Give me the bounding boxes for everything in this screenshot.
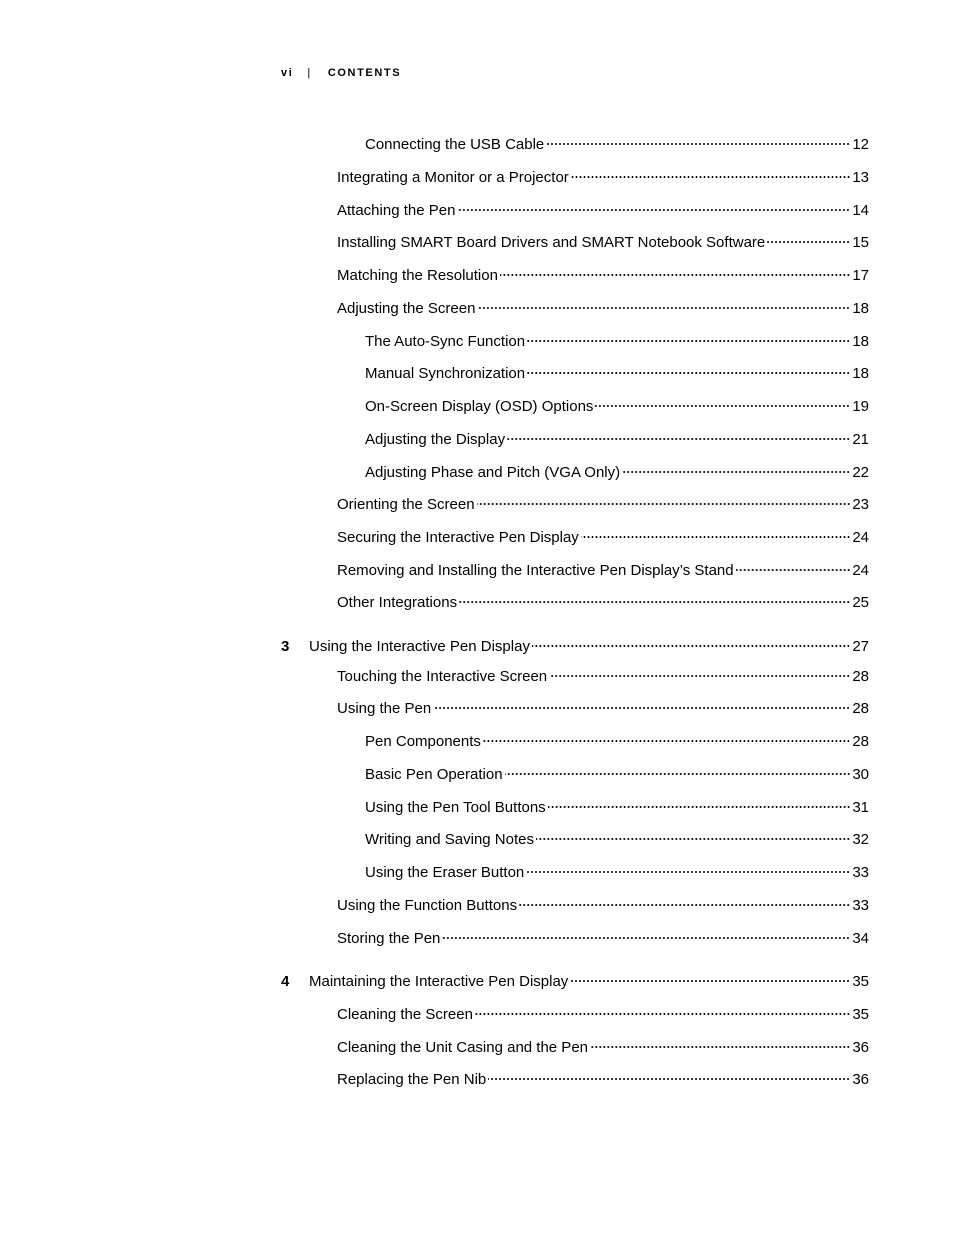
toc-entry-page-number: 15 (852, 234, 869, 251)
toc-entry-page-number: 24 (852, 529, 869, 546)
toc-entry[interactable] (337, 233, 869, 253)
toc-entry-page-number: 28 (852, 668, 869, 685)
toc-entry-page-number: 19 (852, 398, 869, 415)
toc-entry-page-number: 27 (852, 638, 869, 655)
dot-leader (433, 707, 850, 709)
toc-entry-page-number: 36 (852, 1039, 869, 1056)
toc-entry[interactable] (337, 528, 869, 548)
toc-entry[interactable] (337, 1070, 869, 1090)
toc-entry[interactable] (365, 332, 869, 352)
toc-entry[interactable] (337, 266, 869, 286)
toc-entry-page-number: 32 (852, 831, 869, 848)
toc-entry-page-number: 31 (852, 799, 869, 816)
toc-entry-page-number: 30 (852, 766, 869, 783)
toc-entry-page-number: 22 (852, 464, 869, 481)
dot-leader (536, 838, 850, 840)
toc-entry-page-number: 14 (852, 202, 869, 219)
toc-entry-title: Adjusting the Display (365, 431, 506, 448)
dot-leader (457, 209, 850, 211)
toc-entry-title: Using the Pen (337, 700, 432, 717)
toc-entry[interactable] (337, 561, 869, 581)
dot-leader (546, 143, 850, 145)
toc-entry-title: Manual Synchronization (365, 365, 526, 382)
dot-leader (622, 471, 850, 473)
toc-entry-page-number: 35 (852, 973, 869, 990)
toc-entry-title: Integrating a Monitor or a Projector (337, 169, 569, 186)
toc-entry[interactable] (365, 863, 869, 883)
toc-entry-title: Using the Eraser Button (365, 864, 525, 881)
dot-leader (442, 937, 850, 939)
toc-entry-page-number: 18 (852, 300, 869, 317)
toc-entry-title: Orienting the Screen (337, 496, 475, 513)
toc-entry-page-number: 17 (852, 267, 869, 284)
toc-entry-page-number: 34 (852, 930, 869, 947)
toc-entry[interactable] (365, 135, 869, 155)
toc-entry[interactable] (337, 929, 869, 949)
toc-entry[interactable] (337, 168, 869, 188)
header-separator: | (307, 67, 312, 79)
toc-entry-page-number: 25 (852, 594, 869, 611)
toc-entry[interactable] (337, 699, 869, 719)
dot-leader (519, 904, 850, 906)
toc-entry-title: Attaching the Pen (337, 202, 456, 219)
toc-entry-title: Cleaning the Screen (337, 1006, 473, 1023)
toc-entry-page-number: 24 (852, 562, 869, 579)
toc-chapter-entry[interactable] (281, 972, 869, 992)
dot-leader (526, 871, 850, 873)
toc-entry-title: Touching the Interactive Screen (337, 668, 548, 685)
toc-entry-title: Maintaining the Interactive Pen Display (309, 973, 569, 990)
toc-entry-page-number: 33 (852, 864, 869, 881)
toc-entry[interactable] (365, 430, 869, 450)
dot-leader (483, 740, 850, 742)
toc-entry[interactable] (337, 896, 869, 916)
toc-entry-title: Other Integrations (337, 594, 458, 611)
toc-entry-title: Using the Pen Tool Buttons (365, 799, 546, 816)
dot-leader (488, 1078, 850, 1080)
toc-entry[interactable] (365, 798, 869, 818)
toc-entry[interactable] (337, 1005, 869, 1025)
toc-entry[interactable] (337, 299, 869, 319)
dot-leader (736, 569, 851, 571)
toc-entry-title: Adjusting the Screen (337, 300, 476, 317)
toc-entry[interactable] (365, 732, 869, 752)
chapter-number: 3 (281, 638, 290, 655)
dot-leader (507, 438, 850, 440)
dot-leader (527, 372, 850, 374)
toc-entry-title: Using the Interactive Pen Display (309, 638, 530, 655)
toc-entry-page-number: 33 (852, 897, 869, 914)
toc-entry[interactable] (337, 495, 869, 515)
toc-entry[interactable] (365, 364, 869, 384)
toc-entry-title: Basic Pen Operation (365, 766, 503, 783)
dot-leader (505, 773, 851, 775)
toc-chapter-entry[interactable] (281, 637, 869, 657)
toc-entry-page-number: 35 (852, 1006, 869, 1023)
toc-entry[interactable] (337, 667, 869, 687)
dot-leader (475, 1013, 850, 1015)
dot-leader (548, 806, 851, 808)
toc-entry-title: Replacing the Pen Nib (337, 1071, 487, 1088)
toc-entry-title: The Auto-Sync Function (365, 333, 526, 350)
toc-entry-title: Installing SMART Board Drivers and SMART Notebook Software (337, 234, 766, 251)
toc-entry-title: On-Screen Display (OSD) Options (365, 398, 594, 415)
dot-leader (767, 241, 850, 243)
chapter-number: 4 (281, 973, 290, 990)
toc-entry-page-number: 18 (852, 333, 869, 350)
toc-entry-page-number: 21 (852, 431, 869, 448)
dot-leader (595, 405, 850, 407)
dot-leader (581, 536, 851, 538)
section-title: CONTENTS (327, 67, 402, 79)
toc-entry-title: Removing and Installing the Interactive Pen Display’s Stand (337, 562, 734, 579)
toc-entry-title: Adjusting Phase and Pitch (VGA Only) (365, 464, 621, 481)
toc-entry-page-number: 36 (852, 1071, 869, 1088)
toc-entry-page-number: 28 (852, 700, 869, 717)
toc-entry-title: Matching the Resolution (337, 267, 498, 284)
toc-entry-title: Connecting the USB Cable (365, 136, 545, 153)
toc-entry-page-number: 23 (852, 496, 869, 513)
toc-entry-title: Writing and Saving Notes (365, 831, 534, 848)
toc-entry[interactable] (365, 463, 869, 483)
toc-entry-title: Securing the Interactive Pen Display (337, 529, 579, 546)
dot-leader (500, 274, 850, 276)
dot-leader (549, 675, 850, 677)
toc-entry-page-number: 12 (852, 136, 869, 153)
dot-leader (477, 503, 851, 505)
toc-entry-title: Cleaning the Unit Casing and the Pen (337, 1039, 589, 1056)
dot-leader (590, 1046, 850, 1048)
toc-entry-title: Storing the Pen (337, 930, 441, 947)
dot-leader (477, 307, 850, 309)
toc-entry[interactable] (365, 765, 869, 785)
toc-entry-page-number: 18 (852, 365, 869, 382)
toc-entry[interactable] (365, 830, 869, 850)
toc-entry[interactable] (337, 201, 869, 221)
toc-entry[interactable] (337, 593, 869, 613)
page-number: vi (281, 67, 294, 79)
toc-entry-title: Pen Components (365, 733, 481, 750)
toc-entry-page-number: 13 (852, 169, 869, 186)
toc-entry[interactable] (337, 1038, 869, 1058)
dot-leader (571, 176, 851, 178)
dot-leader (459, 601, 850, 603)
toc-entry[interactable] (365, 397, 869, 417)
toc-entry-title: Using the Function Buttons (337, 897, 518, 914)
dot-leader (532, 645, 850, 647)
dot-leader (570, 980, 850, 982)
dot-leader (527, 340, 850, 342)
toc-entry-page-number: 28 (852, 733, 869, 750)
